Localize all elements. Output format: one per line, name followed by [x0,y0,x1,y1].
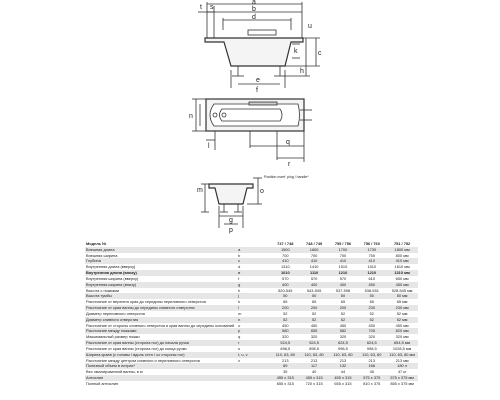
row-value: 40 [311,369,317,375]
row-value: 450 [368,322,376,328]
row-label: Полезный объем в литрах* [86,363,135,369]
row-label: Диаметр переливного отверстия [86,310,145,316]
row-value: 538-551 [364,287,379,293]
row-value: 410 [339,258,347,264]
row-label: Внутренняя длина (вверху) [86,264,136,270]
row-value: 655 x 315 [334,380,352,386]
row-value: 624,5 [338,340,348,346]
spec-table [85,241,418,387]
row-value: 1700 [338,246,348,252]
row-value: 320 [368,334,376,340]
side-view [198,2,320,88]
row-value: 65 [340,299,346,305]
row-value: 450 мм [395,281,409,287]
dim-label: r [288,161,291,168]
dim-label: l [208,143,210,150]
row-value: 624,5 [366,340,377,346]
row-value: 610 [368,275,376,281]
row-value: 132 [339,363,347,369]
row-value: 52 [369,310,374,316]
row-value: 410 [310,258,318,264]
row-symbol: b [238,252,241,258]
row-value: 400 [282,281,289,287]
row-symbol: k [238,299,241,305]
row-value: 750 [368,252,376,258]
row-value: 450 [339,322,347,328]
position-note: Position overf. plug / handle* [264,175,309,179]
row-symbol: f [238,275,240,281]
header-model: 756 / 760 [363,241,380,246]
row-value: 47 кг [397,369,407,375]
row-label: Глубина [86,258,101,264]
row-symbol: c [238,258,241,264]
dim-label: e [256,77,260,84]
row-value: 52 [311,310,317,316]
dim-label: a [252,0,256,6]
row-value: 200 [339,305,347,311]
row-label: Антислип [86,375,104,381]
row-value: 52 [311,316,317,322]
dim-label: o [260,188,264,195]
row-value: 520-545 [278,287,293,293]
row-value: 450 [282,322,289,328]
plan-view [192,99,312,162]
row-value: 52 [369,316,374,322]
row-value: 455 x 315 [334,375,352,381]
row-value: 52 мм [396,316,408,322]
row-label: Расстояние между центром сливного и переливного отверстия [86,357,200,363]
row-label: Внутренняя длина (внизу) [86,270,137,276]
row-value: 570 [282,275,289,281]
row-value: 1310 [280,264,290,270]
row-value: 44 [340,369,346,375]
row-value: 35 [283,369,288,375]
row-value: 320 мм [395,334,409,340]
row-value: 1510 [367,264,377,270]
row-value: 1210 [367,270,377,276]
row-value: 810 x 375 [363,380,381,386]
row-symbol: d [238,264,241,270]
row-value: 45 [369,369,374,375]
dim-label: p [229,227,233,234]
row-value: 1210 [338,270,348,276]
row-symbol: p [238,328,241,334]
row-label: Диаметр сливного отверстия [86,316,139,322]
row-value: 410 мм [395,258,409,264]
dim-label: s [210,4,214,11]
row-value: 1600 [309,246,319,252]
dim-label: m [197,187,203,194]
row-symbol: q [238,334,241,340]
row-label: Расстояние между ножками [86,328,137,334]
row-value: 400 [310,281,318,287]
row-value: 50 [369,293,374,299]
row-value: 1310 мм [394,270,410,276]
row-value: 528-545 мм [391,287,413,293]
dim-label: f [256,87,258,94]
row-value: 89 [283,363,288,369]
row-value: 200 [310,305,318,311]
row-value: 1500 [280,246,290,252]
row-value: 110, 63, 80 [304,351,324,357]
row-value: 450 [310,322,318,328]
row-symbol: t, u, v [238,351,248,357]
row-symbol: n [238,316,241,322]
row-value: 52 [340,316,346,322]
row-value: 720 x 315 [305,380,323,386]
row-value: 582 [339,328,347,334]
header-model-label: Модель № [86,241,107,246]
row-value: 575 x 375 мм [390,375,414,381]
row-value: 1010 [280,270,290,276]
row-value: 117 [311,363,318,369]
row-value: 455 x 315 [305,375,323,381]
row-label: Внутренняя ширина (внизу) [86,281,137,287]
row-symbol: j [238,293,239,299]
row-label: Расстояние от края ванны (сторона ног) до конца ручки [86,345,187,351]
row-value: 655 [310,328,318,334]
row-label: Максимальный размер ножки [86,334,140,340]
row-value: 1410 [309,264,319,270]
row-value: 52 мм [396,310,408,316]
row-value: 410 [368,258,376,264]
row-value: 524,5 [280,340,291,346]
dim-label: n [189,113,193,120]
row-label: Высота с ножками [86,287,120,293]
row-label: Полный антислип [86,380,119,386]
row-label: Внешняя ширина [86,252,118,258]
dim-label: u [308,23,312,30]
row-value: 213 [339,357,347,363]
row-symbol: r [238,340,240,346]
row-value: 1110 [310,270,319,276]
row-label: Высота тумбы [86,293,112,299]
row-value: 320 [282,334,289,340]
row-value: 820 мм [395,328,409,334]
dim-label: h [300,68,304,75]
row-value: 650 мм [395,275,409,281]
row-value: 52 [283,316,288,322]
row-value: 570 [339,275,347,281]
row-symbol: e [238,270,241,276]
row-value: 213 [368,357,376,363]
header-model: 748 / 749 [306,241,323,246]
row-value: 537-598 [335,287,351,293]
header-model: 751 / 752 [393,241,411,246]
table-row [85,381,418,387]
row-symbol: h [238,287,241,293]
row-symbol: a [238,246,241,252]
row-value: 166 [368,363,376,369]
row-value: 410 [282,258,289,264]
row-value: 655 x 315 [276,380,294,386]
dim-label: t [200,4,202,11]
row-value: 580 [282,328,289,334]
row-value: 320 [310,334,318,340]
row-value: 705 [368,328,376,334]
row-symbol: m [238,310,242,316]
dim-label: k [294,48,298,55]
row-value: 52 [283,310,288,316]
row-value: 450 мм [395,322,409,328]
row-value: 1800 мм [394,246,410,252]
row-value: 230 мм [395,305,409,311]
row-label: Внутренняя ширина (вверху) [86,275,139,281]
row-value: 998,5 [366,345,377,351]
row-value: 50 мм [396,293,408,299]
row-value: 700 [282,252,289,258]
row-value: 700 [339,252,347,258]
row-value: 1028,5 мм [392,345,412,351]
row-value: 110, 63, 80 [333,351,353,357]
row-value: 320 [339,334,347,340]
dim-label: b [252,6,256,13]
row-value: 52 [340,310,346,316]
header-model: 755 / 756 [334,241,352,246]
row-value: 700 [310,252,318,258]
row-value: 213 [282,357,289,363]
row-value: 524,5 [309,340,319,346]
row-value: 213 мм [395,357,409,363]
row-value: 110, 63, 80 мм [389,351,415,357]
row-value: 450 [368,281,376,287]
row-value: 180 л [397,363,408,369]
row-value: 575 x 375 [363,375,381,381]
row-value: 50 [340,293,346,299]
row-value: 570 [310,275,318,281]
row-value: 65 [369,299,374,305]
dim-label: d [252,14,256,21]
row-value: 898,5 [280,345,291,351]
header-model: 747 / 748 [277,241,294,246]
row-value: 110, 63, 80 [275,351,295,357]
row-symbol: s [238,345,241,351]
row-value: 50 [283,293,288,299]
row-value: 65 мм [396,299,408,305]
row-symbol [238,381,271,387]
row-label: Расстояние от края ванны (сторона ног) до начала ручки [86,340,190,346]
row-value: 800 мм [395,252,409,258]
row-value: 455 x 315 [276,375,294,381]
row-value: 1610 мм [394,264,410,270]
row-value: 855 x 375 мм [390,380,414,386]
row-value: 50 [311,293,317,299]
row-value: 654,5 мм [394,340,411,346]
row-value: 400 [339,281,347,287]
row-label: Ширина краев (с головы / вдоль стен / со стороны ног) [86,351,185,357]
row-value: 200 [282,305,289,311]
row-label: Вес эмалированной ванны, в кг [86,369,143,375]
row-label: Внешняя длина [86,246,115,252]
row-value: 230 [368,305,376,311]
table-body [85,247,418,387]
row-value: 898,5 [309,345,319,351]
row-symbol: x [238,357,241,363]
row-value: 65 [283,299,288,305]
dim-label: q [286,139,290,146]
row-value: 543-545 [306,287,322,293]
row-symbol: o [238,322,241,328]
row-value: 65 [311,299,317,305]
row-label: Расстояние от стороны сливного отверстия и края ванны до середины оснований [86,322,235,328]
row-symbol: g [238,281,241,287]
row-symbol: l [238,305,239,311]
row-value: 110, 63, 80 [362,351,382,357]
dim-label: g [229,217,233,224]
row-value: 1730 [367,246,377,252]
row-value: 998,5 [338,345,348,351]
row-value: 213 [310,357,318,363]
row-value: 1510 [338,264,348,270]
row-label: Расстояние от верхнего края до середины переливного отверстия [86,299,206,305]
dim-label: c [318,50,322,57]
row-label: Расстояние от края ванны до середины сливного отверстия [86,305,195,311]
